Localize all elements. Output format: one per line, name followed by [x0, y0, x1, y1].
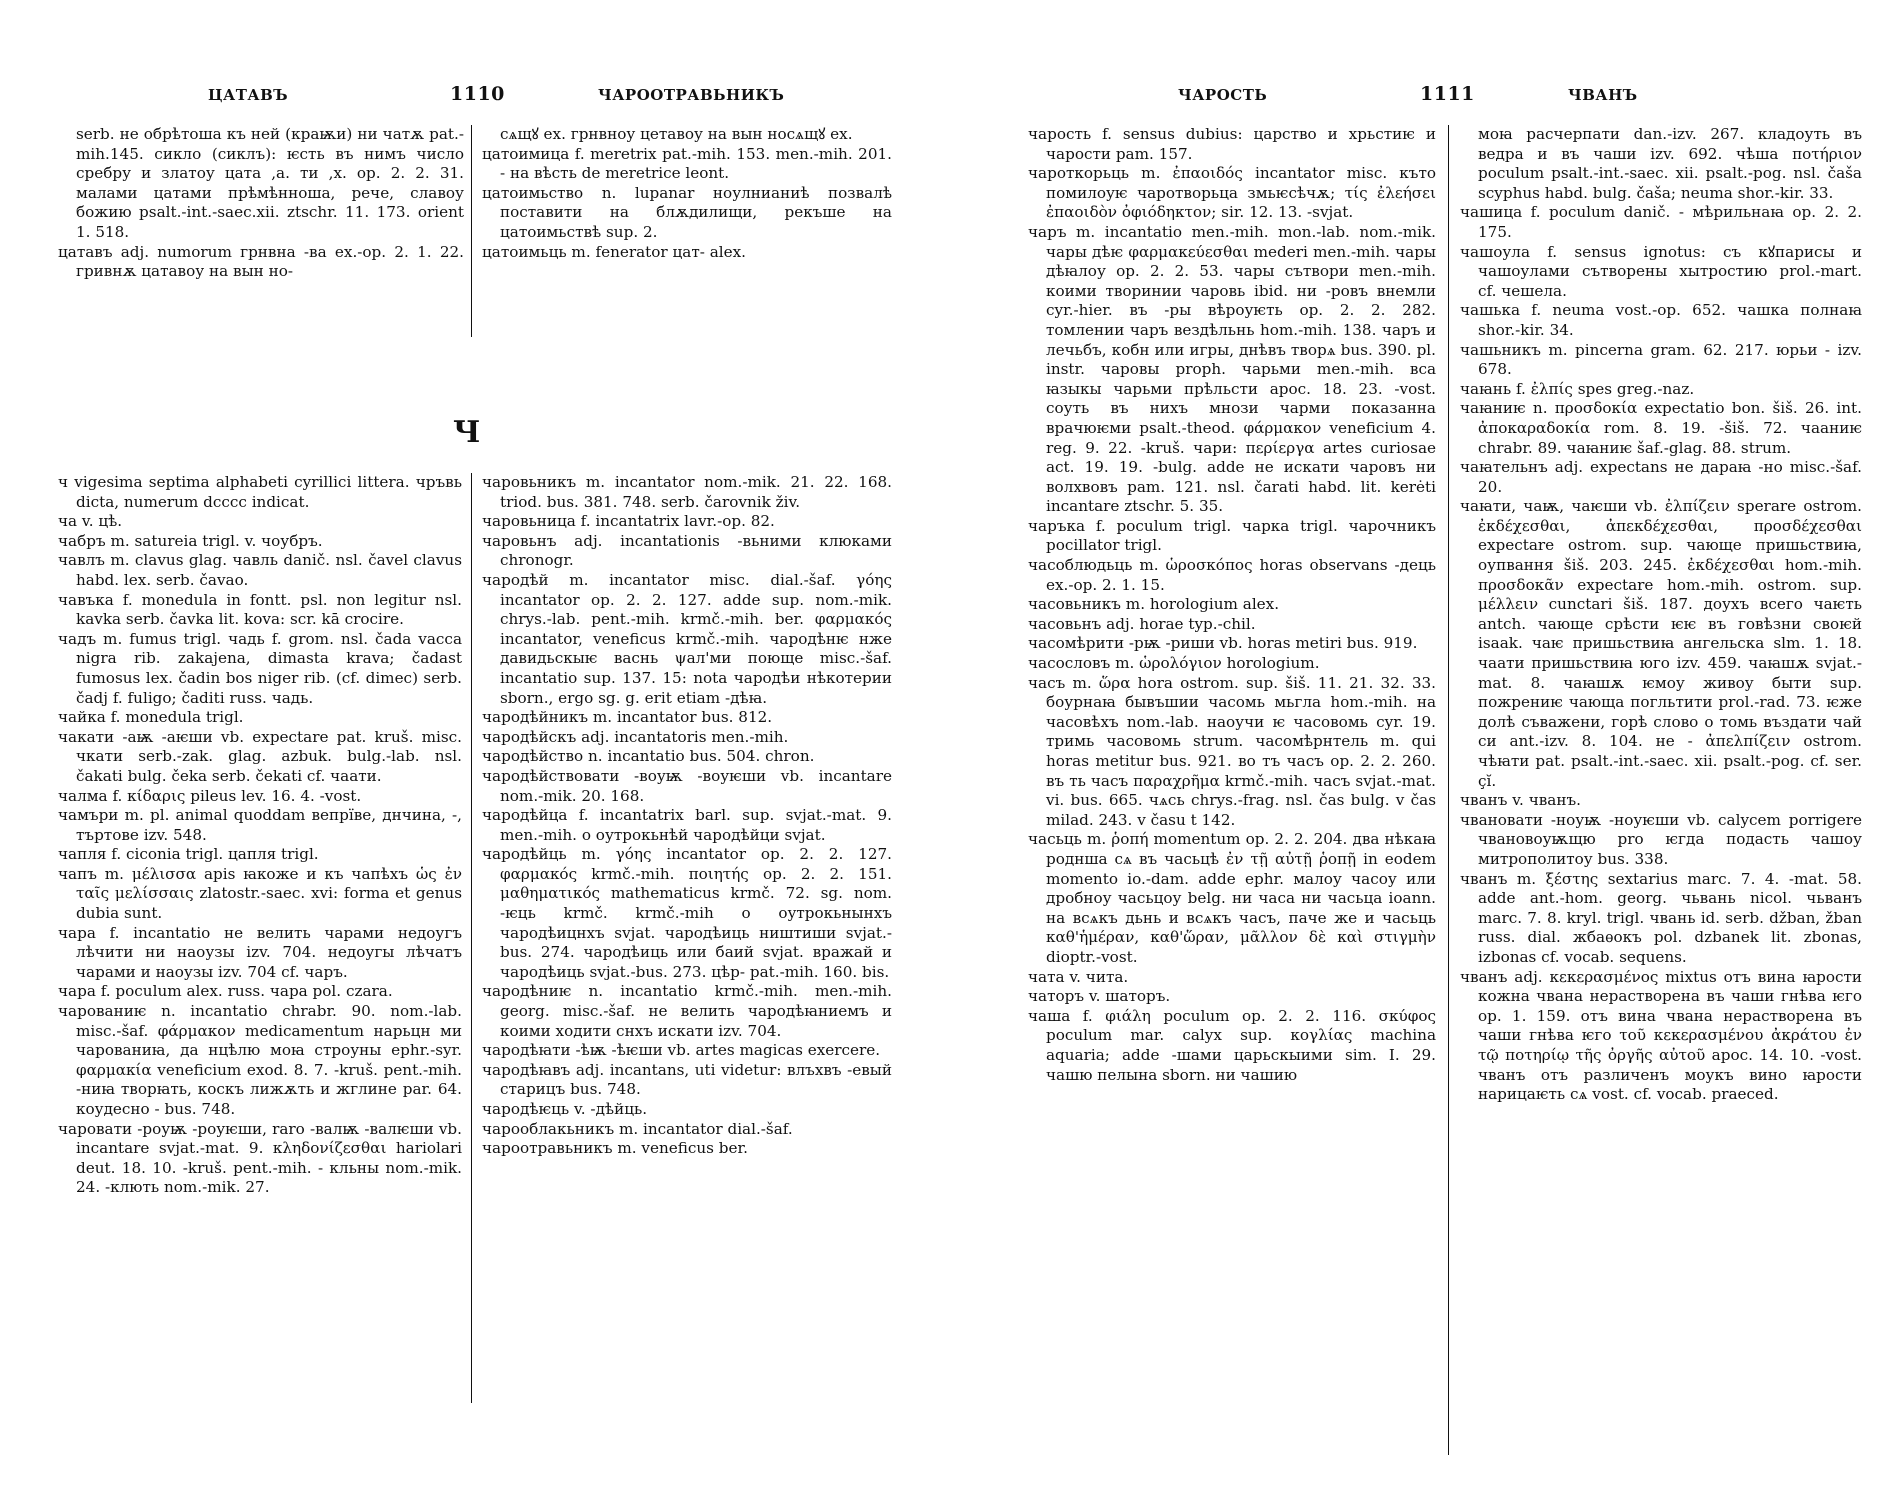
dictionary-entry: чаровьникъ m. incantator nom.-mik. 21. 22. 168. triod. bus. 381. 748. serb. čarovnik živ.	[482, 473, 892, 511]
dictionary-entry: цатоимьство n. lupanar ноулнианиѣ позвалѣ поставити на блѫдилищи, рекъше на цатоимьствѣ sup. 2.	[482, 183, 892, 241]
dictionary-entry: чавлъ m. clavus glag. чавль danič. nsl. čavel clavus habd. lex. serb. čavao.	[58, 551, 462, 589]
dictionary-entry: цатоимица f. meretrix pat.-mih. 153. men.-mih. 201. - на вѣсть de meretrice leont.	[482, 144, 892, 183]
dictionary-entry: моꙗ расчерпати dan.-izv. 267. кладоуть въ ведра и въ чаши izv. 692. чѣша ποτήριον poculum psalt.-int.-saec. xii. psalt.-pog. nsl. čaša scyphus habd. bulg. čaša; neuma shor.-kir. 33.	[1478, 125, 1862, 202]
dictionary-entry: чародѣйць m. γόης incantator op. 2. 2. 127. φαρμακός krmč.-mih. ποιητής op. 2. 2. 151. μαθηματικός mathematicus krmč. 72. sg. nom. -ѥць krmč. krmč.-mih о оутрокьнынхъ чародѣицнхъ svjat. чародѣиць ништиши svjat.-bus. 274. чародѣиць или баий svjat. вражай и чародѣиць svjat.-bus. 273. цѣр- pat.-mih. 160. bis.	[482, 845, 892, 981]
dictionary-entry: чванъ adj. κεκερασμένος mixtus отъ вина ꙗрости кожна чвана нерастворена въ чаши гнѣва ѥго op. 1. 159. отъ вина чвана нерастворена въ чаши гнѣва ѥго τοῦ κεκερασμένου ἀκράτου ἐν τῷ ποτηρίῳ τῆς ὀργῆς αὐτοῦ apoc. 14. 10. -vost. чванъ отъ различенъ моукъ вино ꙗрости нарицаѥть сѧ vost. cf. vocab. praeced.	[1460, 967, 1862, 1104]
dictionary-entry: чаторъ v. шаторъ.	[1028, 987, 1171, 1006]
dictionary-entry: чаръ m. incantatio men.-mih. mon.-lab. nom.-mik. чары дѣѥ φαρμακεύεσθαι mederi men.-mih. чары дѣꙗлоу op. 2. 2. 53. чары сътвори men.-mih. коими творинии чаровь ibid. ни -ровъ внемли cyr.-hier. въ -ры вѣроуѥть op. 2. 2. 282. томлении чаръ вездѣльнь hom.-mih. 138. чаръ и лечьбъ, кобн или игры, днѣвъ творѧ bus. 390. pl. instr. чаровы proph. чарьми men.-mih. вса ꙗзыкы чарьми прѣльсти apoc. 18. 23. -vost. соуть въ нихъ мнози чарми показанна врачюѥми psalt.-theod. φάρμακον veneficium 4. reg. 9. 22. -kruš. чари: περίεργα artes curiosae act. 19. 19. -bulg. adde не искати чаровъ ни волхвовъ pam. 121. nsl. čarati habd. lit. kerėti incantare ztschr. 5. 35.	[1028, 222, 1436, 516]
dictionary-entry: чародѣꙗти -ѣѭ -ѣѥши vb. artes magicas exercere.	[482, 1041, 881, 1060]
dictionary-entry: чародѣйствовати -воуѭ -воуѥши vb. incantare nom.-mik. 20. 168.	[482, 766, 892, 805]
dictionary-entry: чадъ m. fumus trigl. чадь f. grom. nsl. čada vacca nigra rib. zakajena, dimasta krava; čadast fumosus lex. čadin bos niger rib. (cf. dimec) serb. čadj f. fuligo; čaditi russ. чадь.	[58, 629, 462, 707]
section-letter-heading: Ч	[453, 415, 481, 450]
dictionary-entry: чаровьнъ adj. incantationis -вьними клюками chronogr.	[482, 531, 892, 570]
page-header-right	[1028, 83, 1888, 116]
dictionary-entry: чара f. incantatio не велить чарами недоугъ лѣчити ни наоузы izv. 704. недоугы лѣчатъ чарами и наоузы izv. 704 cf. чаръ.	[58, 923, 462, 981]
dictionary-entry: часовьнъ adj. horae typ.-chil.	[1028, 614, 1256, 633]
column-divider	[1448, 125, 1449, 1455]
dictionary-entry: чвановати -ноуѭ -ноуѥши vb. calycem porrigere чвановоуѭщю pro ѥгда подасть чашоу митрополитоу bus. 338.	[1460, 810, 1862, 868]
dictionary-entry: чародѣѥць v. -дѣйць.	[482, 1100, 648, 1118]
dictionary-entry: чародѣйскъ adj. incantatoris men.-mih.	[482, 727, 789, 746]
running-head-first-word: ЧАРОСТЬ	[1178, 86, 1268, 104]
dictionary-entry: чародѣйство n. incantatio bus. 504. chron.	[482, 747, 815, 766]
dictionary-entry: чародѣйникъ m. incantator bus. 812.	[482, 708, 773, 727]
right-column-1	[1028, 125, 1436, 1455]
page-number: 1111	[1420, 83, 1475, 105]
dictionary-entry: чароткорьць m. ἐπαοιδός incantator misc. къто помилоуѥ чаротворьца змьѥсѣчѫ; τίς ἐλεήσει ἐπαοιδὸν ὀφιόδηκτον; sir. 12. 13. -svjat.	[1028, 164, 1436, 222]
dictionary-entry: чашица f. poculum danič. - мѣрильнаꙗ op. 2. 2. 175.	[1460, 203, 1862, 241]
left-top-column-1	[58, 125, 464, 337]
column-divider	[471, 473, 472, 1403]
dictionary-entry: чаꙗтельнъ adj. expectans не дараꙗ -но misc.-šaf. 20.	[1460, 458, 1862, 496]
left-bottom-column-2	[482, 473, 892, 1403]
running-head-first-word: ЦАТАВЪ	[208, 86, 289, 104]
dictionary-entry: чаша f. φιάλη poculum op. 2. 2. 116. σκύφος poculum mar. calyx sup. κογλίας machina aquaria; adde -шами царьскыими sim. I. 29. чашю пелына sborn. ни чашию	[1028, 1006, 1436, 1084]
dictionary-entry: часовьникъ m. horologium alex.	[1028, 595, 1280, 614]
dictionary-entry: чата v. чита.	[1028, 967, 1129, 986]
dictionary-entry: чародѣй m. incantator misc. dial.-šaf. γόης incantator op. 2. 2. 127. adde sup. nom.-mik. chrys.-lab. pent.-mih. krmč.-mih. ber. φαρμακός incantator, veneficus krmč.-mih. чародѣнѥ нже давидьскыѥ васнь ψал'ми поюще misc.-šaf. incantatio sup. 137. 15: nota чародѣи нѣкотерии sborn., ergo sg. g. erit etiam -дѣꙗ.	[482, 570, 892, 707]
dictionary-entry: часоблюдьць m. ὡροσκόπος horas observans -дець ex.-op. 2. 1. 15.	[1028, 556, 1436, 594]
dictionary-entry: чашьникъ m. pincerna gram. 62. 217. юрьи - izv. 678.	[1460, 340, 1862, 379]
dictionary-entry: цатавъ adj. numorum грнвна -ва ex.-op. 2. 1. 22. гривнѫ цатавоу на вын но-	[58, 242, 464, 281]
dictionary-entry: чаꙗнь f. ἐλπίς spes greg.-naz.	[1460, 379, 1695, 398]
dictionary-entry: чалма f. κίδαρις pileus lev. 16. 4. -vost.	[58, 786, 362, 805]
left-bottom-column-1	[58, 473, 462, 1403]
dictionary-entry: чайка f. monedula trigl.	[58, 708, 244, 727]
dictionary-entry: чаровати -роуѭ -роуѥши, raro -валѭ -валѥши vb. incantare svjat.-mat. 9. κληδονίζεσθαι hariolari deut. 18. 10. -kruš. pent.-mih. - кльны nom.-mik. 24. -клють nom.-mik. 27.	[58, 1119, 462, 1197]
column-divider	[471, 125, 472, 337]
dictionary-entry: часьць m. ῥοπή momentum op. 2. 2. 204. два нѣкаꙗ роднша сѧ въ часьцѣ ἐν τῇ αὐτῇ ῥοπῇ in eodem momento io.-dam. adde ephr. малоу часоу или дробноу часьцоу belg. ни часа ни часьца ioann. на всѧкъ дьнь и всѧкъ часъ, паче же и часьць καθ'ἡμέραν, καθ'ὥραν, μᾶλλον δὲ καὶ στιγμὴν dioptr.-vost.	[1028, 830, 1436, 966]
dictionary-entry: чапъ m. μέλισσα apis ꙗкоже и къ чапѣхъ ὡς ἐν ταῖς μελίσσαις zlatostr.-saec. xvi: forma et genus dubia sunt.	[58, 864, 462, 923]
dictionary-entry: ча v. цѣ.	[58, 512, 123, 531]
dictionary-entry: цатоимьць m. fenerator цат- alex.	[482, 242, 746, 261]
running-head-last-word: ЧВАНЪ	[1568, 86, 1638, 104]
dictionary-entry: ч vigesima septima alphabeti cyrillici littera. чръвь dicta, numerum dcccc indicat.	[58, 473, 462, 511]
page-header-left	[58, 83, 918, 116]
dictionary-entry: чародѣꙗвъ adj. incantans, uti videtur: влъхвъ -евый старицъ bus. 748.	[482, 1060, 892, 1099]
dictionary-entry: чароотравьникъ m. veneficus ber.	[482, 1139, 748, 1158]
dictionary-entry: чаръка f. poculum trigl. чарка trigl. чарочникъ pocillator trigl.	[1028, 516, 1436, 555]
dictionary-entry: чародѣниѥ n. incantatio krmč.-mih. men.-mih. georg. misc.-šaf. не велить чародѣꙗниемъ и коими ходити снхъ искати izv. 704.	[482, 982, 892, 1040]
dictionary-entry: serb. не обрѣтоша къ ней (краѭи) ни чатѫ pat.-mih.145. сикло (сиклъ): ѥсть въ нимъ число сребру и златоу цата ,а. ти ,х. op. 2. 2. 31. малами цатами прѣмѣнноша, рече, славоу божию psalt.-int.-saec.xii. ztschr. 11. 173. orient 1. 518.	[76, 125, 464, 241]
dictionary-entry: чаꙗниѥ n. προσδοκία expectatio bon. šiš. 26. int. ἀποκαραδοκία rom. 8. 19. -šiš. 72. чааниѥ chrabr. 89. чаꙗниѥ šaf.-glag. 88. strum.	[1460, 399, 1862, 457]
dictionary-entry: чаꙗти, чаѭ, чаѥши vb. ἐλπίζειν sperare ostrom. ἐκδέχεσθαι, ἀπεκδέχεσθαι, προσδέχεσθαι expectare ostrom. sup. чающе пришьствиꙗ, оупвання šiš. 203. 245. ἐκδέχεσθαι hom.-mih. προσδοκᾶν expectare hom.-mih. ostrom. sup. μέλλειν cunctari šiš. 187. доухъ всего чаѥть antch. чающе срѣсти ѥѥ въ говѣзни своѥй isaak. чаѥ пришьствиꙗ ангельска slm. 1. 18. чаати пришьствиꙗ юго izv. 459. чаꙗшѫ svjat.-mat. 8. чаꙗшѫ ѥмоу живоу быти sup. пожрениѥ чающа погльтити prol.-rad. 73. ѥже долѣ съважени, горѣ слово о томь въздати чай си ant.-izv. 8. 104. не - ἀπελπίζειν ostrom. чѣꙗти pat. psalt.-int.-saec. xii. psalt.-pog. cf. ser. çĭ.	[1460, 497, 1862, 790]
dictionary-entry: часословъ m. ὡρολόγιον horologium.	[1028, 654, 1320, 673]
dictionary-entry: чавъка f. monedula in fontt. psl. non legitur nsl. kavka serb. čavka lit. kova: scr. kā crocire.	[58, 590, 462, 629]
right-page	[1028, 70, 1888, 1470]
dictionary-entry: чаровьница f. incantatrix lavr.-op. 82.	[482, 512, 775, 531]
dictionary-entry: чара f. poculum alex. russ. чара pol. czara.	[58, 982, 393, 1001]
dictionary-entry: чашоула f. sensus ignotus: съ кꙋпарисы и чашоулами сътворены хытростию prol.-mart. cf. чешела.	[1460, 242, 1862, 300]
dictionary-entry: чакати -аѭ -аѥши vb. expectare pat. kruš. misc. чкати serb.-zak. glag. azbuk. bulg.-lab. nsl. čakati bulg. čeka serb. čekati cf. чаати.	[58, 727, 462, 785]
page-number: 1110	[450, 83, 505, 105]
running-head-last-word: ЧАРООТРАВЬНИКЪ	[598, 86, 785, 104]
dictionary-entry: часомѣрити -рѭ -риши vb. horas metiri bus. 919.	[1028, 634, 1418, 653]
dictionary-entry: чванъ m. ξέστης sextarius marc. 7. 4. -mat. 58. adde ant.-hom. georg. чьвань nicol. чьванъ marc. 7. 8. kryl. trigl. чвань id. serb. džban, žban russ. dial. жбаѳокъ pol. dzbanek lit. zbonas, izbonas cf. vocab. sequens.	[1460, 869, 1862, 966]
dictionary-entry: часъ m. ὥρα hora ostrom. sup. šiš. 11. 21. 32. 33. боурнаꙗ бывъшии часомь мьгла hom.-mih. на часовѣхъ nom.-lab. наоучи ѥ часовомь cyr. 19. тримь часовомь strum. часомѣрнтель m. qui horas metitur bus. 921. во тъ часъ op. 2. 2. 260. въ ть часъ παραχρῆμα krmč.-mih. часъ svjat.-mat. vi. bus. 665. чѧсь chrys.-frag. nsl. čas bulg. v čas milad. 243. v času t 142.	[1028, 673, 1436, 829]
dictionary-entry: чарооблакьникъ m. incantator dial.-šaf.	[482, 1119, 793, 1138]
left-page	[58, 70, 918, 1470]
dictionary-entry: сѧщꙋ ex. грнвноу цетавоу на вын носѧщꙋ ex.	[500, 125, 853, 143]
dictionary-entry: чародѣйца f. incantatrix barl. sup. svjat.-mat. 9. men.-mih. о оутрокьнѣй чародѣйци svjat.	[482, 806, 892, 844]
right-column-2	[1460, 125, 1862, 1455]
left-top-column-2	[482, 125, 892, 337]
dictionary-entry: чарованиѥ n. incantatio chrabr. 90. nom.-lab. misc.-šaf. φάρμακον medicamentum нарьцн ми чарованиꙗ, да нцѣлю моꙗ строуны ephr.-syr. φαρμακία veneficium exod. 8. 7. -kruš. pent.-mih. -ниꙗ творꙗть, коскъ лижѫть и жглине par. 64. коудесно - bus. 748.	[58, 1002, 462, 1118]
dictionary-entry: чашька f. neuma vost.-op. 652. чашка полнаꙗ shor.-kir. 34.	[1460, 301, 1862, 339]
dictionary-entry: чапля f. ciconia trigl. цапля trigl.	[58, 845, 319, 864]
dictionary-entry: чамъри m. pl. animal quoddam вепрїве, днчина, -, търтове izv. 548.	[58, 806, 462, 844]
dictionary-entry: чарость f. sensus dubius: царство и хрьстиѥ и чарости pam. 157.	[1028, 125, 1436, 163]
dictionary-entry: чабръ m. satureia trigl. v. чоубръ.	[58, 531, 323, 550]
dictionary-entry: чванъ v. чванъ.	[1460, 791, 1581, 810]
